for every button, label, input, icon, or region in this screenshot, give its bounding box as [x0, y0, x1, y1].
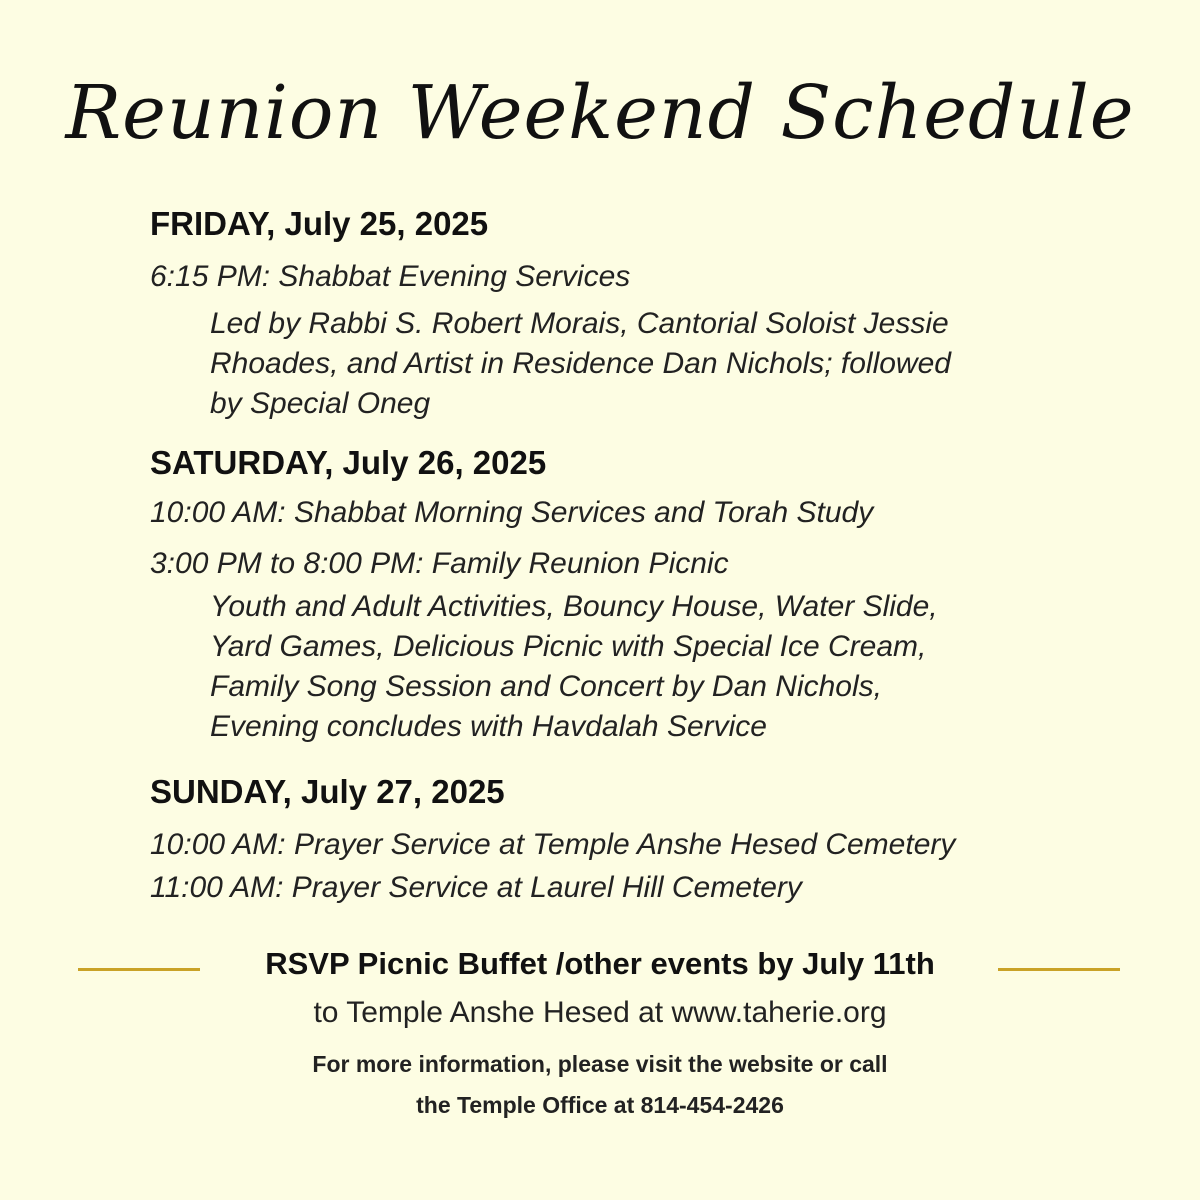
sunday-event-anshe-hesed: 10:00 AM: Prayer Service at Temple Anshe Hesed Cemetery	[150, 828, 956, 861]
friday-details	[210, 304, 1110, 424]
saturday-event-picnic: 3:00 PM to 8:00 PM: Family Reunion Picnic	[150, 547, 729, 580]
rsvp-contact: to Temple Anshe Hesed at www.taherie.org	[313, 996, 887, 1029]
friday-detail-line: Rhoades, and Artist in Residence Dan Nichols; followed	[210, 347, 951, 380]
friday-heading: FRIDAY, July 25, 2025	[150, 205, 489, 242]
sunday-heading: SUNDAY, July 27, 2025	[150, 773, 505, 810]
friday-detail-line: Led by Rabbi S. Robert Morais, Cantorial Soloist Jessie	[210, 307, 949, 340]
saturday-event-morning: 10:00 AM: Shabbat Morning Services and Torah Study	[150, 496, 874, 529]
sunday-event-laurel-hill: 11:00 AM: Prayer Service at Laurel Hill Cemetery	[150, 871, 802, 904]
saturday-detail-line: Youth and Adult Activities, Bouncy House, Water Slide,	[210, 590, 938, 623]
saturday-detail-line: Family Song Session and Concert by Dan Nichols,	[210, 670, 882, 703]
saturday-detail-line: Evening concludes with Havdalah Service	[210, 710, 767, 743]
info-line: For more information, please visit the website or call	[312, 1051, 888, 1077]
friday-detail-line: by Special Oneg	[210, 387, 431, 420]
saturday-detail-line: Yard Games, Delicious Picnic with Special Ice Cream,	[210, 630, 927, 663]
saturday-heading: SATURDAY, July 26, 2025	[150, 444, 547, 481]
info-phone: the Temple Office at 814-454-2426	[416, 1092, 784, 1118]
page-title: Reunion Weekend Schedule	[65, 70, 1135, 156]
friday-event: 6:15 PM: Shabbat Evening Services	[150, 260, 631, 293]
rsvp-heading: RSVP Picnic Buffet /other events by July 11th	[265, 946, 935, 981]
saturday-details	[210, 587, 1110, 747]
